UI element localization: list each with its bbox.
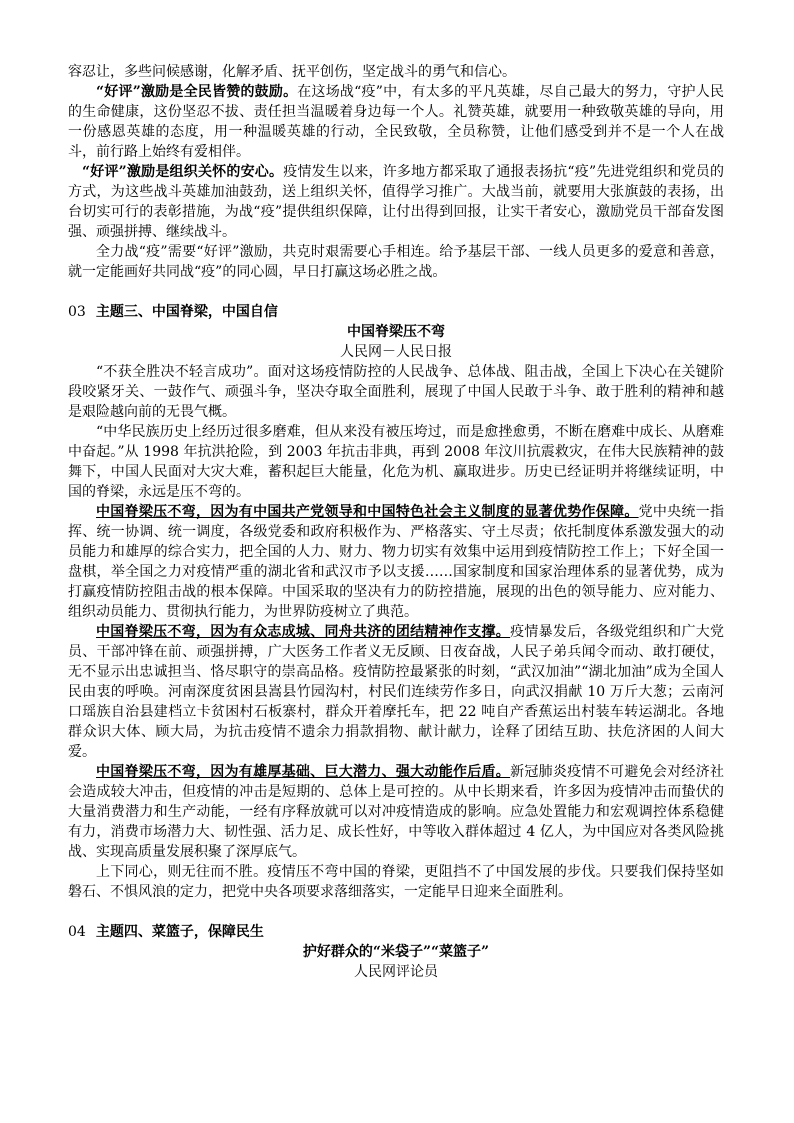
document-page [68,62,724,982]
paragraph: 上下同心，则无往而不胜。疫情压不弯中国的脊梁，更阻挡不了中国发展的步伐。只要我们保持坚如磐石、不惧风浪的定力，把党中央各项要求落细落实，一定能早日迎来全面胜利。 [68,864,724,900]
section-number: 03 [68,304,86,320]
paragraph-body: 党中央统一指挥、统一协调、统一调度，各级党委和政府积极作为、严格落实、守土尽责；依托制度体系激发强大的动员能力和雄厚的综合实力，把全国的人力、财力、物力切实有效集中运用到疫情防控工作上；下好全国一盘棋，举全国之力对疫情严重的湖北省和武汉市予以支援……国家制度和国家治理体系的显著优势，成为打赢疫情防控阻击战的根本保障。中国采取的坚决有力的防控措施，展现的出色的领导能力、应对能力、组织动员能力、贯彻执行能力，为世界防疫树立了典范。 [68,504,725,620]
paragraph [68,502,724,622]
paragraph [68,82,724,162]
paragraph-lead: “好评”激励是组织关怀的安心。 [82,164,284,180]
paragraph [68,622,724,762]
paragraph-body: 疫情暴发后，各级党组织和广大党员、干部冲锋在前、顽强拼搏，广大医务工作者义无反顾、日夜奋战，人民子弟兵闻令而动、敢打硬仗，无不显示出忠诚担当、恪尽职守的崇高品格。疫情防控最紧张的时刻，“武汉加油”“湖北加油”成为全国人民由衷的呼唤。河南深度贫困县嵩县竹园沟村，村民们连续劳作多日，向武汉捐献 10 万斤大葱；云南河口瑶族自治县建档立卡贫困村石板寨村，群众开着摩托车，把 22 吨自产香蕉运出村装车转运湖北。各地群众识大体、顾大局，为抗击疫情不遗余力捐款捐物、献计献力，诠释了团结互助、扶危济困的人间大爱。 [68,624,724,760]
article-source: 人民网评论员 [354,964,438,980]
section-heading [68,922,724,942]
paragraph: 全力战“疫”需要“好评”激励，共克时艰需要心手相连。给予基层干部、一线人员更多的爱意和善意，就一定能画好共同战“疫”的同心圆，早日打赢这场必胜之战。 [68,244,724,280]
paragraph-body: 在这场战“疫”中，有太多的平凡英雄，尽自己最大的努力，守护人民的生命健康，这份坚忍不拔、责任担当温暖着身边每一个人。礼赞英雄，就要用一种致敬英雄的导向，用一份感恩英雄的态度，用一种温暖英雄的行动，全民致敬，全员称赞，让他们感受到并不是一个人在战斗，前行路上始终有爱相伴。 [68,84,724,160]
article-title: 护好群众的“米袋子”“菜篮子” [302,944,490,960]
section-title: 主题三、中国脊梁，中国自信 [95,304,278,320]
article-source: 人民网－人民日报 [340,344,452,360]
paragraph-lead: 中国脊梁压不弯，因为有雄厚基础、巨大潜力、强大动能作后盾。 [96,764,511,780]
paragraph-body: 疫情发生以来，许多地方都采取了通报表扬抗“疫”先进党组织和党员的方式，为这些战斗英雄加油鼓劲，送上组织关怀，值得学习推广。大战当前，就要用大张旗鼓的表扬，出台切实可行的表彰措施，为战“疫”提供组织保障，让付出得到回报，让实干者安心，激励党员干部奋发图强、顽强拼搏、继续战斗。 [68,164,724,240]
paragraph: “不获全胜决不轻言成功”。面对这场疫情防控的人民战争、总体战、阻击战，全国上下决心在关键阶段咬紧牙关、一鼓作气、顽强斗争，坚决夺取全面胜利，展现了中国人民敢于斗争、敢于胜利的精神和越是艰险越向前的无畏气概。 [68,364,724,420]
section-title: 主题四、菜篮子，保障民生 [95,924,264,940]
paragraph: “中华民族历史上经历过很多磨难，但从来没有被压垮过，而是愈挫愈勇，不断在磨难中成长、从磨难中奋起。”从 1998 年抗洪抢险，到 2003 年抗击非典，再到 2008 年汶川抗震救灾，在伟大民族精神的鼓舞下，中国人民面对大灾大难，蓄积起巨大能量，化危为机、赢取进步。历史已经证明并将继续证明，中国的脊梁，永远是压不弯的。 [68,424,724,500]
paragraph-lead: 中国脊梁压不弯，因为有中国共产党领导和中国特色社会主义制度的显著优势作保障。 [96,504,639,520]
paragraph [68,162,724,242]
section-number: 04 [68,924,86,940]
paragraph-lead: “好评”激励是全民皆赞的鼓励。 [96,84,298,100]
paragraph [68,762,724,862]
section-heading [68,302,724,322]
paragraph-lead: 中国脊梁压不弯，因为有众志成城、同舟共济的团结精神作支撑。 [96,624,511,640]
paragraph: 容忍让，多些问候感谢，化解矛盾、抚平创伤，坚定战斗的勇气和信心。 [68,64,516,80]
paragraph-body: 新冠肺炎疫情不可避免会对经济社会造成较大冲击，但疫情的冲击是短期的、总体上是可控的。从中长期来看，许多因为疫情冲击而蛰伏的大量消费潜力和生产动能，一经有序释放就可以对冲疫情造成的影响。应急处置能力和宏观调控体系稳健有力，消费市场潜力大、韧性强、活力足、成长性好，中等收入群体超过 4 亿人，为中国应对各类风险挑战、实现高质量发展积聚了深厚底气。 [68,764,724,860]
article-title: 中国脊梁压不弯 [347,324,445,340]
